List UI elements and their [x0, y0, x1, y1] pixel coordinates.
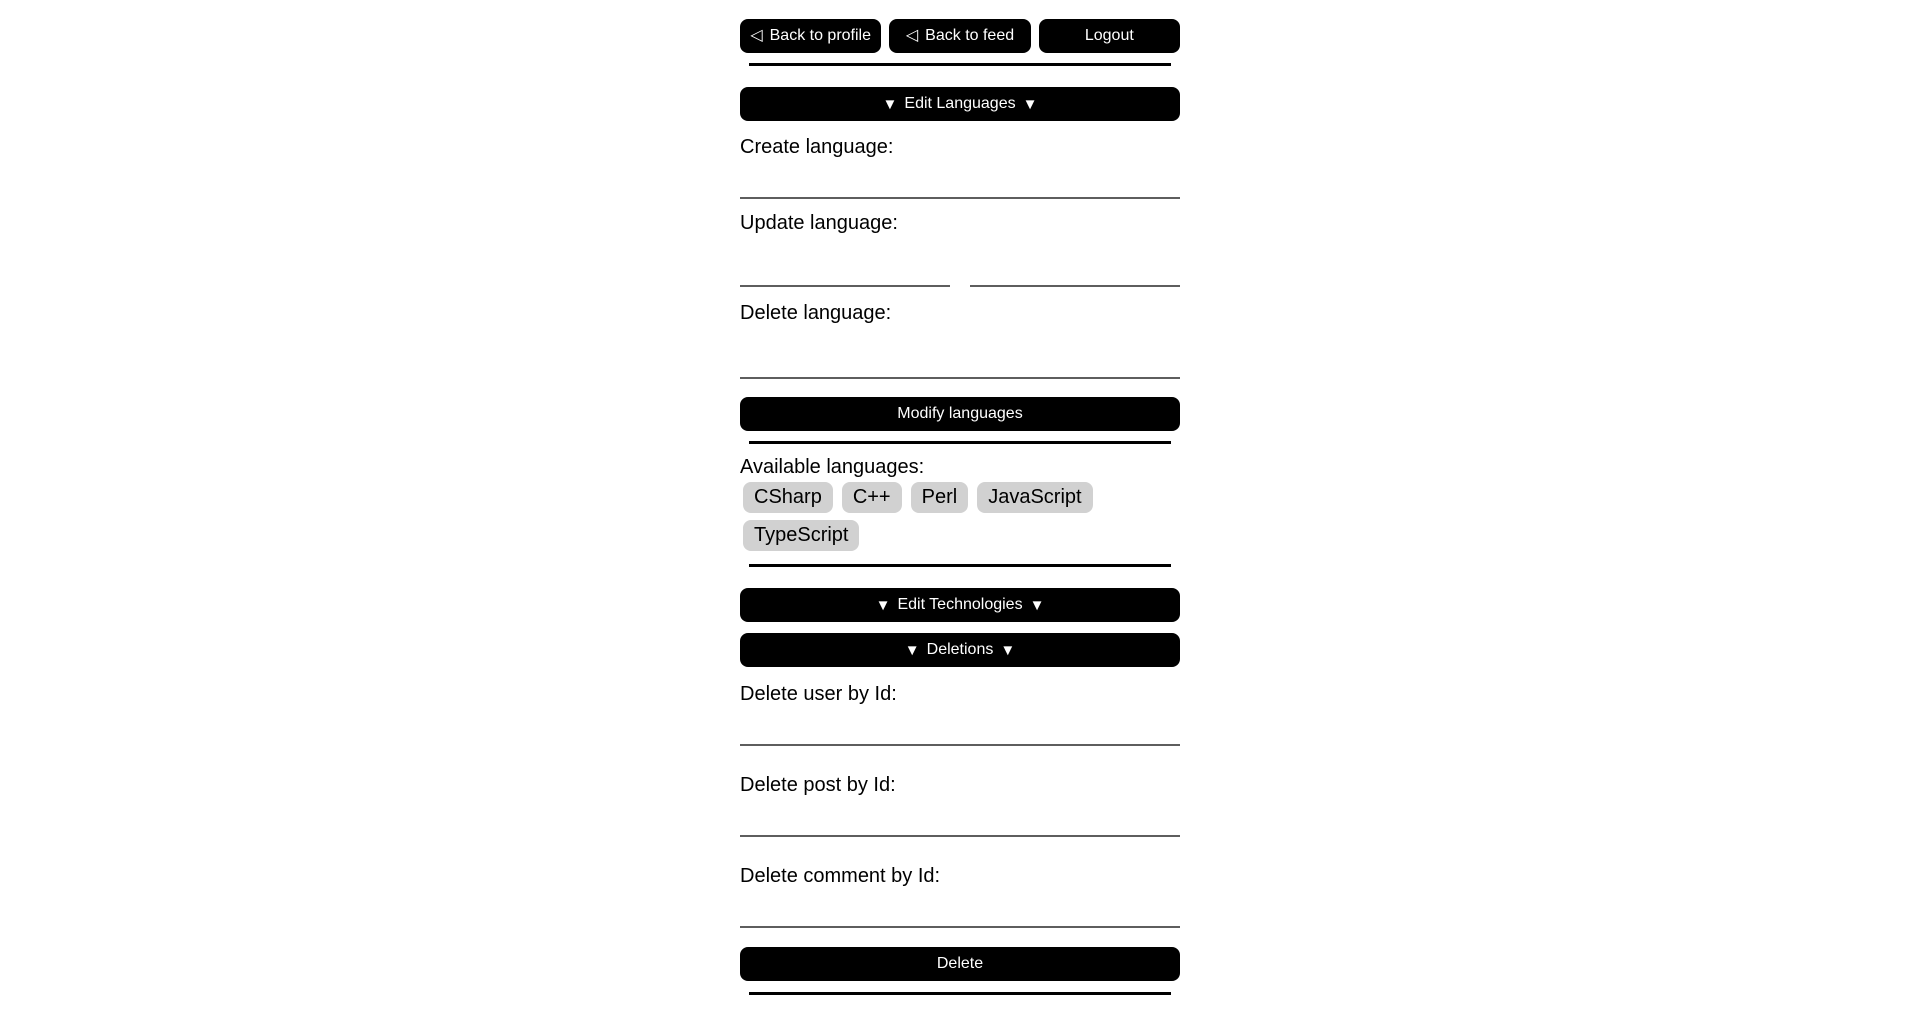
- update-language-new-input[interactable]: [970, 255, 1180, 287]
- delete-button-label: Delete: [936, 955, 984, 972]
- divider: [749, 441, 1171, 444]
- delete-comment-input[interactable]: [740, 896, 1180, 928]
- logout-button[interactable]: [1039, 19, 1180, 53]
- delete-comment-label: Delete comment by Id:: [740, 865, 941, 887]
- edit-technologies-toggle[interactable]: [740, 588, 1180, 622]
- back-to-profile-label: Back to profile: [769, 27, 872, 44]
- delete-post-input[interactable]: [740, 805, 1180, 837]
- delete-user-label: Delete user by Id:: [740, 683, 897, 705]
- divider: [749, 63, 1171, 66]
- update-language-row: [740, 255, 1180, 287]
- chevron-down-icon: ▼: [1029, 596, 1045, 614]
- back-to-feed-button[interactable]: [889, 19, 1030, 53]
- back-icon: ◁: [750, 27, 763, 44]
- edit-languages-toggle[interactable]: [740, 87, 1180, 121]
- language-chip[interactable]: C++: [842, 482, 902, 513]
- update-language-old-input[interactable]: [740, 255, 950, 287]
- available-languages-list: [740, 482, 1180, 551]
- language-chip[interactable]: Perl: [911, 482, 969, 513]
- modify-languages-button[interactable]: [740, 397, 1180, 431]
- top-nav: [740, 19, 1180, 53]
- chevron-down-icon: ▼: [1022, 95, 1038, 113]
- create-language-label: Create language:: [740, 136, 894, 158]
- language-chip[interactable]: CSharp: [743, 482, 833, 513]
- available-languages-label: Available languages:: [740, 456, 925, 478]
- edit-languages-toggle-label: Edit Languages: [904, 95, 1016, 112]
- divider: [749, 564, 1171, 567]
- edit-languages-section: [740, 136, 1180, 567]
- chevron-down-icon: ▼: [875, 596, 891, 614]
- delete-button[interactable]: [740, 947, 1180, 981]
- delete-language-label: Delete language:: [740, 302, 892, 324]
- deletions-section: [740, 683, 1180, 995]
- back-icon: ◁: [905, 27, 919, 44]
- modify-languages-label: Modify languages: [897, 405, 1023, 422]
- delete-user-input[interactable]: [740, 714, 1180, 746]
- edit-technologies-toggle-label: Edit Technologies: [897, 596, 1023, 613]
- deletions-toggle-label: Deletions: [926, 641, 994, 658]
- chevron-down-icon: ▼: [882, 95, 898, 113]
- create-language-input[interactable]: [740, 167, 1180, 199]
- chevron-down-icon: ▼: [904, 641, 920, 659]
- deletions-toggle[interactable]: [740, 633, 1180, 667]
- language-chip[interactable]: TypeScript: [743, 520, 859, 551]
- logout-label: Logout: [1084, 27, 1134, 44]
- main-column: [740, 0, 1180, 995]
- language-chip[interactable]: JavaScript: [977, 482, 1092, 513]
- update-language-label: Update language:: [740, 212, 898, 234]
- back-to-profile-button[interactable]: [740, 19, 881, 53]
- divider: [749, 992, 1171, 995]
- back-to-feed-label: Back to feed: [925, 27, 1015, 44]
- chevron-down-icon: ▼: [1000, 641, 1016, 659]
- delete-post-label: Delete post by Id:: [740, 774, 896, 796]
- delete-language-input[interactable]: [740, 347, 1180, 379]
